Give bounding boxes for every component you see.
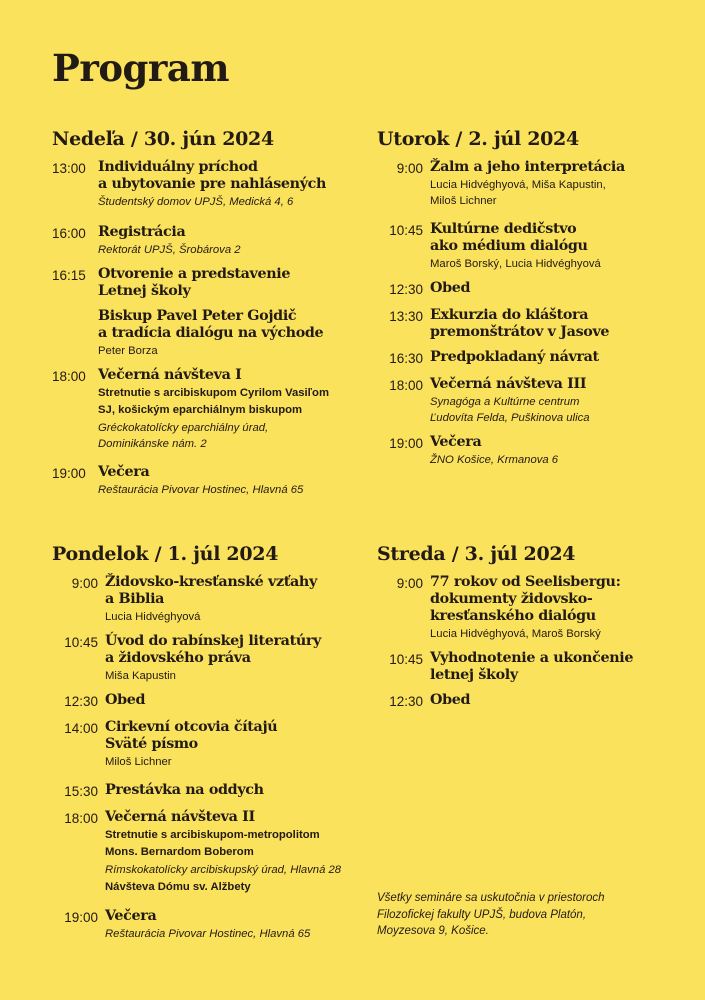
event-time: 14:00 [64,721,98,736]
event-title: Obed [105,692,146,708]
day-wednesday [377,543,667,719]
event-place: Študentský domov UPJŠ, Medická 4, 6 [98,196,294,208]
event-time: 16:00 [52,226,86,241]
page-title: Program [52,46,229,90]
event-title: Večerná návšteva I [98,367,242,383]
event-speaker: Miša Kapustin [105,670,176,682]
event-item [52,308,342,359]
event-title: Večera [430,434,482,450]
event-extra: Návšteva Dómu sv. Alžbety [105,881,251,893]
event-item [52,782,342,801]
day-tuesday [377,128,667,476]
event-item [52,266,342,300]
event-time: 12:30 [389,694,423,709]
event-title: Otvorenie a predstavenie Letnej školy [98,266,291,299]
event-time: 13:00 [52,161,86,176]
event-title: 77 rokov od Seelisbergu: dokumenty židovsko- kresťanského dialógu [430,574,621,624]
event-title: Exkurzia do kláštora premonštrátov v Jasove [430,307,610,340]
event-place: ŽNO Košice, Krmanova 6 [430,454,559,466]
day-heading: Nedeľa / 30. jún 2024 [52,128,274,150]
event-item [52,464,342,498]
event-place: Reštaurácia Pivovar Hostinec, Hlavná 65 [105,928,311,940]
day-heading: Streda / 3. júl 2024 [377,543,576,565]
event-time: 16:30 [389,351,423,366]
event-item [377,159,667,209]
event-title: Vyhodnotenie a ukončenie letnej školy [430,650,634,683]
event-time: 12:30 [389,282,423,297]
event-item [377,434,667,468]
event-item [52,692,342,711]
event-item [377,221,667,272]
event-time: 9:00 [71,576,98,591]
event-time: 19:00 [64,910,98,925]
event-title: Židovsko-kresťanské vzťahy a Biblia [105,574,317,607]
event-detail: Stretnutie s arcibiskupom-metropolitom Mons. Bernardom Boberom [105,829,320,858]
event-time: 18:00 [64,811,98,826]
day-monday [52,543,342,950]
day-heading: Utorok / 2. júl 2024 [377,128,579,150]
event-place: Gréckokatolícky eparchiálny úrad, Dominikánske nám. 2 [98,422,269,450]
event-item [52,224,342,258]
event-title: Obed [430,692,471,708]
event-speaker: Lucia Hidvéghyová, Maroš Borský [430,628,601,640]
event-item [377,692,667,711]
event-speaker: Maroš Borský, Lucia Hidvéghyová [430,258,601,270]
event-item [52,719,342,770]
event-speaker: Peter Borza [98,345,158,357]
event-title: Úvod do rabínskej literatúry a židovského práva [105,633,322,666]
event-title: Predpokladaný návrat [430,349,599,365]
event-place: Reštaurácia Pivovar Hostinec, Hlavná 65 [98,484,304,496]
event-place: Rímskokatolícky arcibiskupský úrad, Hlavná 28 [105,864,342,876]
event-item [52,908,342,942]
event-title: Večerná návšteva III [430,376,587,392]
event-time: 15:30 [64,784,98,799]
event-item [52,159,342,210]
event-title: Večera [98,464,150,480]
event-title: Žalm a jeho interpretácia [430,159,625,175]
event-time: 9:00 [396,576,423,591]
event-title: Individuálny príchod a ubytovanie pre nahlásených [98,159,327,192]
event-time: 10:45 [389,223,423,238]
event-place: Synagóga a Kultúrne centrum Ľudovíta Felda, Puškinova ulica [430,396,590,424]
event-item [377,349,667,368]
event-title: Večera [105,908,157,924]
event-time: 19:00 [52,466,86,481]
event-time: 13:30 [389,309,423,324]
event-time: 18:00 [389,378,423,393]
event-item [52,574,342,625]
venue-note: Všetky semináre sa uskutočnia v priestoroch Filozofickej fakulty UPJŠ, budova Platón, Moyzesova 9, Košice. [377,892,605,937]
event-title: Registrácia [98,224,186,240]
event-time: 12:30 [64,694,98,709]
event-speaker: Lucia Hidvéghyová [105,611,201,623]
event-speaker: Lucia Hidvéghyová, Miša Kapustin, Miloš Lichner [430,179,606,207]
event-time: 9:00 [396,161,423,176]
event-speaker: Miloš Lichner [105,756,172,768]
event-detail: Stretnutie s arcibiskupom Cyrilom Vasiľom SJ, košickým eparchiálnym biskupom [98,387,329,416]
event-item [377,307,667,341]
event-title: Prestávka na oddych [105,782,264,798]
event-item [377,650,667,684]
event-time: 10:45 [64,635,98,650]
event-item [52,809,342,896]
event-item [52,633,342,684]
event-time: 19:00 [389,436,423,451]
event-item [377,574,667,642]
event-item [377,280,667,299]
event-item [52,367,342,452]
event-time: 18:00 [52,369,86,384]
event-time: 16:15 [52,268,86,283]
event-title: Cirkevní otcovia čítajú Sväté písmo [105,719,278,752]
event-title: Kultúrne dedičstvo ako médium dialógu [430,221,588,254]
day-sunday [52,128,342,506]
event-title: Biskup Pavel Peter Gojdič a tradícia dialógu na východe [98,308,324,341]
event-title: Obed [430,280,471,296]
event-place: Rektorát UPJŠ, Šrobárova 2 [98,244,241,256]
event-title: Večerná návšteva II [105,809,255,825]
event-time: 10:45 [389,652,423,667]
day-heading: Pondelok / 1. júl 2024 [52,543,279,565]
event-item [377,376,667,426]
